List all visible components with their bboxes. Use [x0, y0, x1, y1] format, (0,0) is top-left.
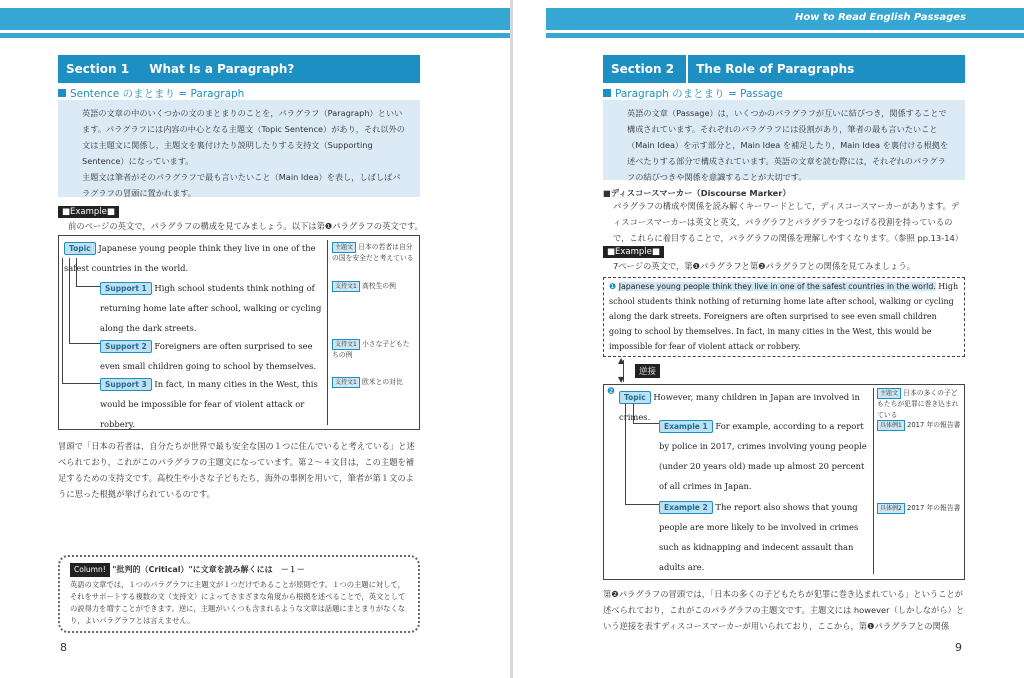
header-stripe-thin — [0, 33, 510, 38]
example-lead: 前のページの英文で，パラグラフの構成を見てみましょう。以下は第❶パラグラフの英文です。 — [68, 221, 423, 231]
note-topic-key: 主題文 — [877, 388, 901, 399]
note-ex1-key: 具体例1 — [877, 420, 905, 431]
example-2-text: The report also shows that young people are more likely to be involved in crimes such as kidnapping and indecent assault than adults are. — [659, 502, 859, 572]
example-label: ■Example■ — [603, 246, 664, 258]
column-box — [58, 555, 420, 633]
column-header — [70, 563, 408, 577]
support-3-tag: Support 3 — [100, 378, 152, 391]
topic-tag: Topic — [64, 242, 96, 255]
notes-divider — [327, 240, 328, 425]
notes-divider — [873, 388, 874, 574]
paragraph-1-rest: High school students think nothing of returning home late after school, walking or cycling along the dark streets. Foreigners are often surprised to see even small children going to school by themselves. In fact, in many cities in the West, this would be impossible for fear of violent attack or robbery. — [609, 282, 959, 351]
topic-tag: Topic — [619, 391, 651, 404]
note-s3-text: 欧米との対比 — [362, 378, 403, 386]
example-label: ■Example■ — [58, 206, 119, 218]
discourse-marker-heading: ■ディスコースマーカー（Discourse Marker） — [603, 188, 791, 198]
note-example-2 — [877, 503, 961, 514]
column-body: 英語の文章では，１つのパラグラフに主題文が１つだけであることが原則です。１つの主題に対して，それをサポートする複数の文（支持文）によってさまざまな角度から根拠を述べることで，英文としての説得力を増すことができます。逆に，主題がいくつも含まれるような文章は話題にまとまりがなくなり，よいパラグラフとは言えません。 — [70, 580, 406, 625]
example-1-text: For example, according to a report by police in 2017, crimes involving young people (under 20 years old) made up almost 20 percent of all crimes in Japan. — [659, 421, 867, 491]
support-1-tag: Support 1 — [100, 282, 152, 295]
arrow-h-3 — [62, 383, 100, 384]
arrow-line-3 — [62, 258, 63, 384]
section-title: What Is a Paragraph? — [149, 62, 295, 76]
page-number: 8 — [60, 641, 67, 654]
support-2-text: Foreigners are often surprised to see even small children going to school by themselves. — [100, 341, 317, 371]
note-topic-key: 主題文 — [332, 242, 356, 253]
support-2-tag: Support 2 — [100, 340, 152, 353]
note-topic — [877, 388, 961, 421]
subheading — [58, 86, 244, 101]
example-2 — [659, 497, 869, 577]
section-title: The Role of Paragraphs — [686, 55, 862, 83]
note-s2-text: 小さな子どもたちの例 — [332, 340, 410, 359]
section-number: Section 2 — [611, 62, 675, 76]
support-3-text: In fact, in many cities in the West, this would be impossible for fear of violent attack or robbery. — [100, 379, 318, 429]
note-support-1 — [332, 281, 416, 292]
intro-paragraph-2: 主題文は筆者がそのパラグラフで最も言いたいこと（Main Idea）を表し，しばしばパラグラフの冒頭に置かれます。 — [82, 172, 401, 198]
section-title-bar — [58, 55, 420, 83]
square-bullet-icon — [58, 89, 66, 97]
note-example-1 — [877, 420, 961, 431]
section-title-bar — [603, 55, 965, 83]
arrow-h-1 — [76, 286, 100, 287]
example-1-tag: Example 1 — [659, 420, 713, 433]
arrow-h-2 — [625, 504, 659, 505]
topic-sentence — [64, 238, 324, 278]
topic-text: However, many children in Japan are involved in crimes. — [619, 392, 860, 422]
support-3 — [100, 374, 324, 434]
note-s2-key: 支持文1 — [332, 339, 360, 350]
paragraph-2-number: ❷ — [607, 387, 616, 397]
example-1 — [659, 416, 869, 496]
note-topic — [332, 242, 416, 264]
note-ex2-key: 具体例2 — [877, 503, 905, 514]
note-support-2 — [332, 339, 416, 361]
right-page — [513, 0, 1024, 678]
arrow-down-icon: ▼ — [618, 375, 625, 384]
discourse-marker-body: パラグラフの構成や関係を読み解くキーワードとして，ディスコースマーカーがあります。ディスコースマーカーは英文と英文，パラグラフとパラグラフをつなげる役割を持っているので，これらに着目することで，パラグラフの関係を理解しやすくなります。（参照 pp.13-14） — [613, 201, 964, 243]
note-s3-key: 支持文1 — [332, 377, 360, 388]
paragraph-1-topic: Japanese young people think they live in one of the safest countries in the world. — [618, 282, 936, 291]
note-topic-text: 日本の若者は自分の国を安全だと考えている — [332, 243, 414, 262]
support-2 — [100, 336, 324, 376]
page-number: 9 — [955, 641, 962, 654]
intro-paragraph-1: 英語の文章の中のいくつかの文のまとまりのことを，パラグラフ（Paragraph）といいます。パラグラフには内容の中心となる主題文（Topic Sentence）があり，それ以外の文は主題文に関係し，主題文を裏付けたり説明したりする支持文（Supporting Sentence）になっています。 — [82, 108, 405, 166]
body-paragraph: 冒頭で「日本の若者は，自分たちが世界で最も安全な国の１つに住んでいると考えている」と述べられており，これがこのパラグラフの主題文になっています。第２～４文目は，この主題を補足するための支持文です。高校生や小さな子どもたち，海外の事例を用いて，筆者が第１文のように思った根拠が挙げられているのです。 — [58, 441, 415, 499]
note-support-3 — [332, 377, 416, 388]
note-ex2-text: 2017 年の報告書 — [907, 504, 961, 512]
intro-panel: 英語の文章（Passage）は，いくつかのパラグラフが互いに結びつき，関係することで構成されています。それぞれのパラグラフには役割があり，筆者の最も言いたいこと（Main Idea）を示す部分と，Main Idea を補足したり，Main Idea を裏付ける根拠を述べたりする部分で構成されています。英語の文章を読む際には，それぞれのパラグラフの結びつきや関係を意識することが大切です。 — [603, 100, 965, 180]
paragraph-1 — [609, 279, 959, 354]
arrow-h-2 — [69, 343, 100, 344]
example-2-tag: Example 2 — [659, 501, 713, 514]
subheading — [603, 86, 783, 101]
square-bullet-icon — [603, 89, 611, 97]
note-ex1-text: 2017 年の報告書 — [907, 421, 961, 429]
header-stripe-thin — [546, 33, 1024, 38]
note-s1-text: 高校生の例 — [362, 282, 396, 290]
column-label: Column! — [70, 563, 110, 577]
support-1-text: High school students think nothing of returning home late after school, walking or cycling along the dark streets. — [100, 283, 322, 333]
note-s1-key: 支持文1 — [332, 281, 360, 292]
contrast-label: 逆接 — [635, 364, 660, 378]
header-stripe — [0, 8, 510, 30]
subheading-text: Sentence のまとまり = Paragraph — [70, 88, 245, 100]
arrow-up-icon: ▲ — [618, 356, 625, 365]
section-number: Section 1 — [66, 62, 130, 76]
note-topic-text: 日本の多くの子どもたちが犯罪に巻き込まれている — [877, 389, 959, 419]
column-title: "批判的（Critical）"に文章を読み解くには －１－ — [112, 565, 305, 574]
running-head: How to Read English Passages — [795, 12, 966, 23]
subheading-text: Paragraph のまとまり = Passage — [615, 88, 783, 100]
left-page — [0, 0, 510, 678]
paragraph-1-number: ❶ — [609, 282, 617, 291]
example-lead: 7ページの英文で，第❶パラグラフと第❷パラグラフとの関係を見てみましょう。 — [613, 261, 915, 271]
topic-text: Japanese young people think they live in one of the safest countries in the world. — [64, 243, 316, 273]
body-paragraph: 第❷パラグラフの冒頭では，「日本の多くの子どもたちが犯罪に巻き込まれている」ということが述べられており，これがこのパラグラフの主題文です。主題文には however（しかしながら）という逆接を表すディスコースマーカーが用いられており，ここから，第❶パラグラフとの関係 — [603, 589, 965, 631]
intro-panel — [58, 100, 420, 197]
support-1 — [100, 278, 324, 338]
